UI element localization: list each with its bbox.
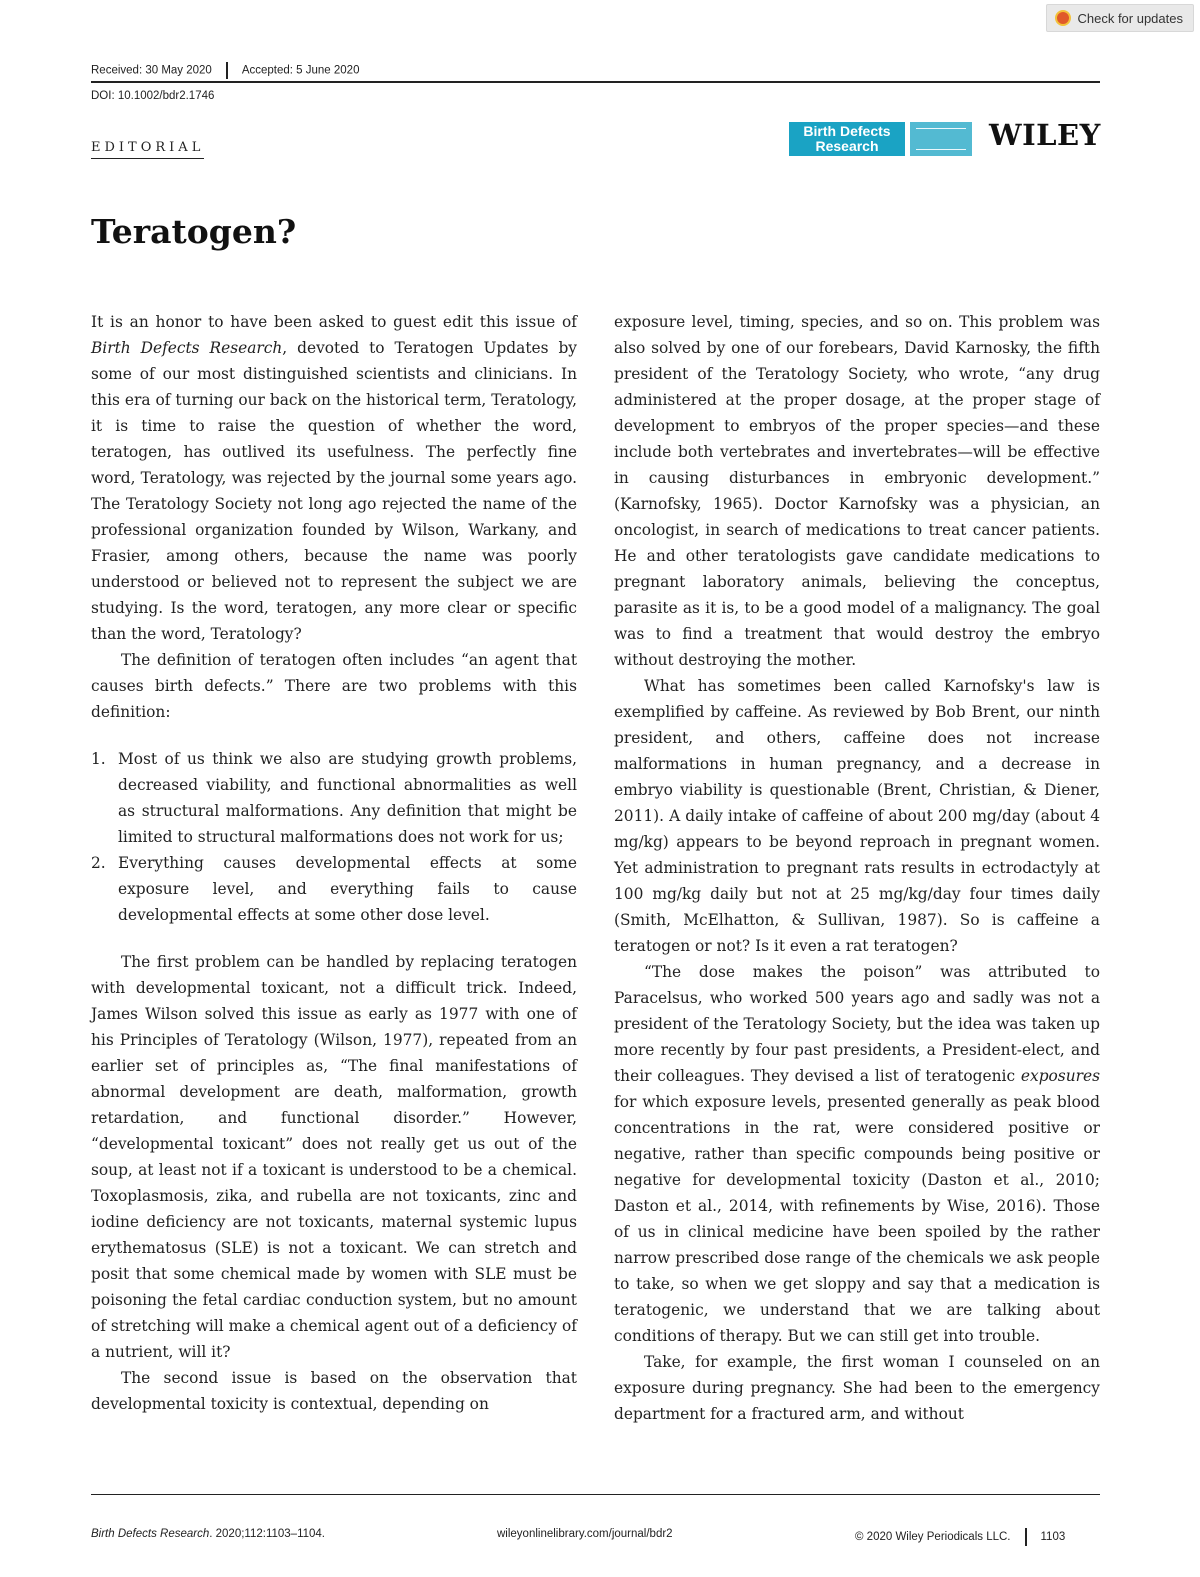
check-for-updates-button[interactable] xyxy=(1046,4,1194,32)
footer-citation: Birth Defects Research. 2020;112:1103–1104. xyxy=(91,1528,325,1540)
paragraph: “The dose makes the poison” was attributed to Paracelsus, who worked 500 years ago and sadly was not a president of the Teratology Society, but the idea was taken up more recently by four past presidents, a President-elect, and their colleagues. They devised a list of teratogenic exposures for which exposure levels, presented generally as peak blood concentrations in the rat, were considered positive or negative, rather than specific compounds being positive or negative for developmental toxicity (Daston et al., 2010; Daston et al., 2014, with refinements by Wise, 2016). Those of us in clinical medicine have been spoiled by the rather narrow prescribed dose range of the chemicals we ask people to take, so when we get sloppy and say that a medication is teratogenic, we understand that we are talking about conditions of therapy. But we can still get into trouble. xyxy=(614,963,1100,1345)
received-date: Received: 30 May 2020 xyxy=(91,64,212,77)
paragraph: It is an honor to have been asked to guest edit this issue of Birth Defects Research, devoted to Teratogen Updates by some of our most distinguished scientists and clinicians. In this era of turning our back on the historical term, Teratology, it is time to raise the question of whether the word, teratogen, has outlived its usefulness. The perfectly fine word, Teratology, was rejected by the journal some years ago. The Teratology Society not long ago rejected the name of the professional organization founded by Wilson, Warkany, and Frasier, among others, because the name was poorly understood or believed not to represent the subject we are studying. Is the word, teratogen, any more clear or specific than the word, Teratology? xyxy=(91,313,577,643)
paragraph: The definition of teratogen often includes “an agent that causes birth defects.” There are two problems with this definition: xyxy=(91,651,577,721)
doi[interactable]: DOI: 10.1002/bdr2.1746 xyxy=(91,90,215,102)
journal-logo-line1: Birth Defects xyxy=(803,123,891,139)
check-for-updates-label: Check for updates xyxy=(1077,10,1183,26)
journal-logo xyxy=(789,122,905,156)
footer-rule xyxy=(91,1494,1100,1495)
paragraph: Take, for example, the first woman I counseled on an exposure during pregnancy. She had been to the emergency department for a fractured arm, and without xyxy=(614,1353,1100,1423)
list-item: 2. Everything causes developmental effects at some exposure level, and everything fails to cause developmental effects at some other dose level. xyxy=(91,854,577,924)
emphasis: exposures xyxy=(1020,1067,1100,1085)
accepted-date: Accepted: 5 June 2020 xyxy=(241,64,360,77)
article-title: Teratogen? xyxy=(91,212,297,251)
left-column xyxy=(91,309,577,1417)
numbered-list xyxy=(91,746,577,928)
footer-url[interactable]: wileyonlinelibrary.com/journal/bdr2 xyxy=(497,1528,673,1540)
header-divider xyxy=(226,62,228,79)
article-dates xyxy=(91,62,359,79)
journal-name: Birth Defects Research xyxy=(91,339,283,357)
publisher-logo: WILEY xyxy=(989,118,1101,152)
header-rule xyxy=(91,81,1100,83)
paragraph: What has sometimes been called Karnofsky's law is exemplified by caffeine. As reviewed by Bob Brent, our ninth president, and others, caffeine does not increase malformations in human pregnancy, and a decrease in embryo viability is questionable (Brent, Christian, & Diener, 2011). A daily intake of caffeine of about 200 mg/day (about 4 mg/kg) appears to be beyond reproach in pregnant women. Yet administration to pregnant rats results in ectrodactyly at 100 mg/kg daily but not at 25 mg/kg/day four times daily (Smith, McElhatton, & Sullivan, 1987). So is caffeine a teratogen or not? Is it even a rat teratogen? xyxy=(614,677,1100,955)
list-item: 1. Most of us think we also are studying growth problems, decreased viability, and functional abnormalities as well as structural malformations. Any definition that might be limited to structural malformations does not work for us; xyxy=(91,750,577,846)
footer-copyright: © 2020 Wiley Periodicals LLC. 1103 xyxy=(855,1528,1065,1546)
society-logo xyxy=(910,122,972,156)
page-number: 1103 xyxy=(1040,1531,1066,1544)
right-column xyxy=(614,309,1100,1427)
crossmark-icon xyxy=(1055,10,1071,26)
paragraph: exposure level, timing, species, and so on. This problem was also solved by one of our forebears, David Karnosky, the fifth president of the Teratology Society, who wrote, “any drug administered at the proper dosage, at the proper stage of development to embryos of the proper species—and these include both vertebrates and invertebrates—will be effective in causing disturbances in embryonic development.” (Karnofsky, 1965). Doctor Karnofsky was a physician, an oncologist, in search of medications to treat cancer patients. He and other teratologists gave candidate medications to pregnant laboratory animals, believing the conceptus, parasite as it is, to be a good model of a malignancy. The goal was to find a treatment that would destroy the embryo without destroying the mother. xyxy=(614,313,1100,669)
paragraph: The first problem can be handled by replacing teratogen with developmental toxicant, not a difficult trick. Indeed, James Wilson solved this issue as early as 1977 with one of his Principles of Teratology (Wilson, 1977), repeated from an earlier set of principles as, “The final manifestations of abnormal development are death, malformation, growth retardation, and functional disorder.” However, “developmental toxicant” does not really get us out of the soup, at least not if a toxicant is understood to be a chemical. Toxoplasmosis, zika, and rubella are not toxicants, zinc and iodine deficiency are not toxicants, maternal systemic lupus erythematosus (SLE) is not a toxicant. We can stretch and posit that some chemical made by women with SLE must be poisoning the fetal cardiac conduction system, but no amount of stretching will make a chemical agent out of a deficiency of a nutrient, will it? xyxy=(91,953,577,1361)
journal-logo-line2: Research xyxy=(815,138,879,154)
section-label: EDITORIAL xyxy=(91,140,204,159)
paragraph: The second issue is based on the observation that developmental toxicity is contextual, depending on xyxy=(91,1369,577,1413)
